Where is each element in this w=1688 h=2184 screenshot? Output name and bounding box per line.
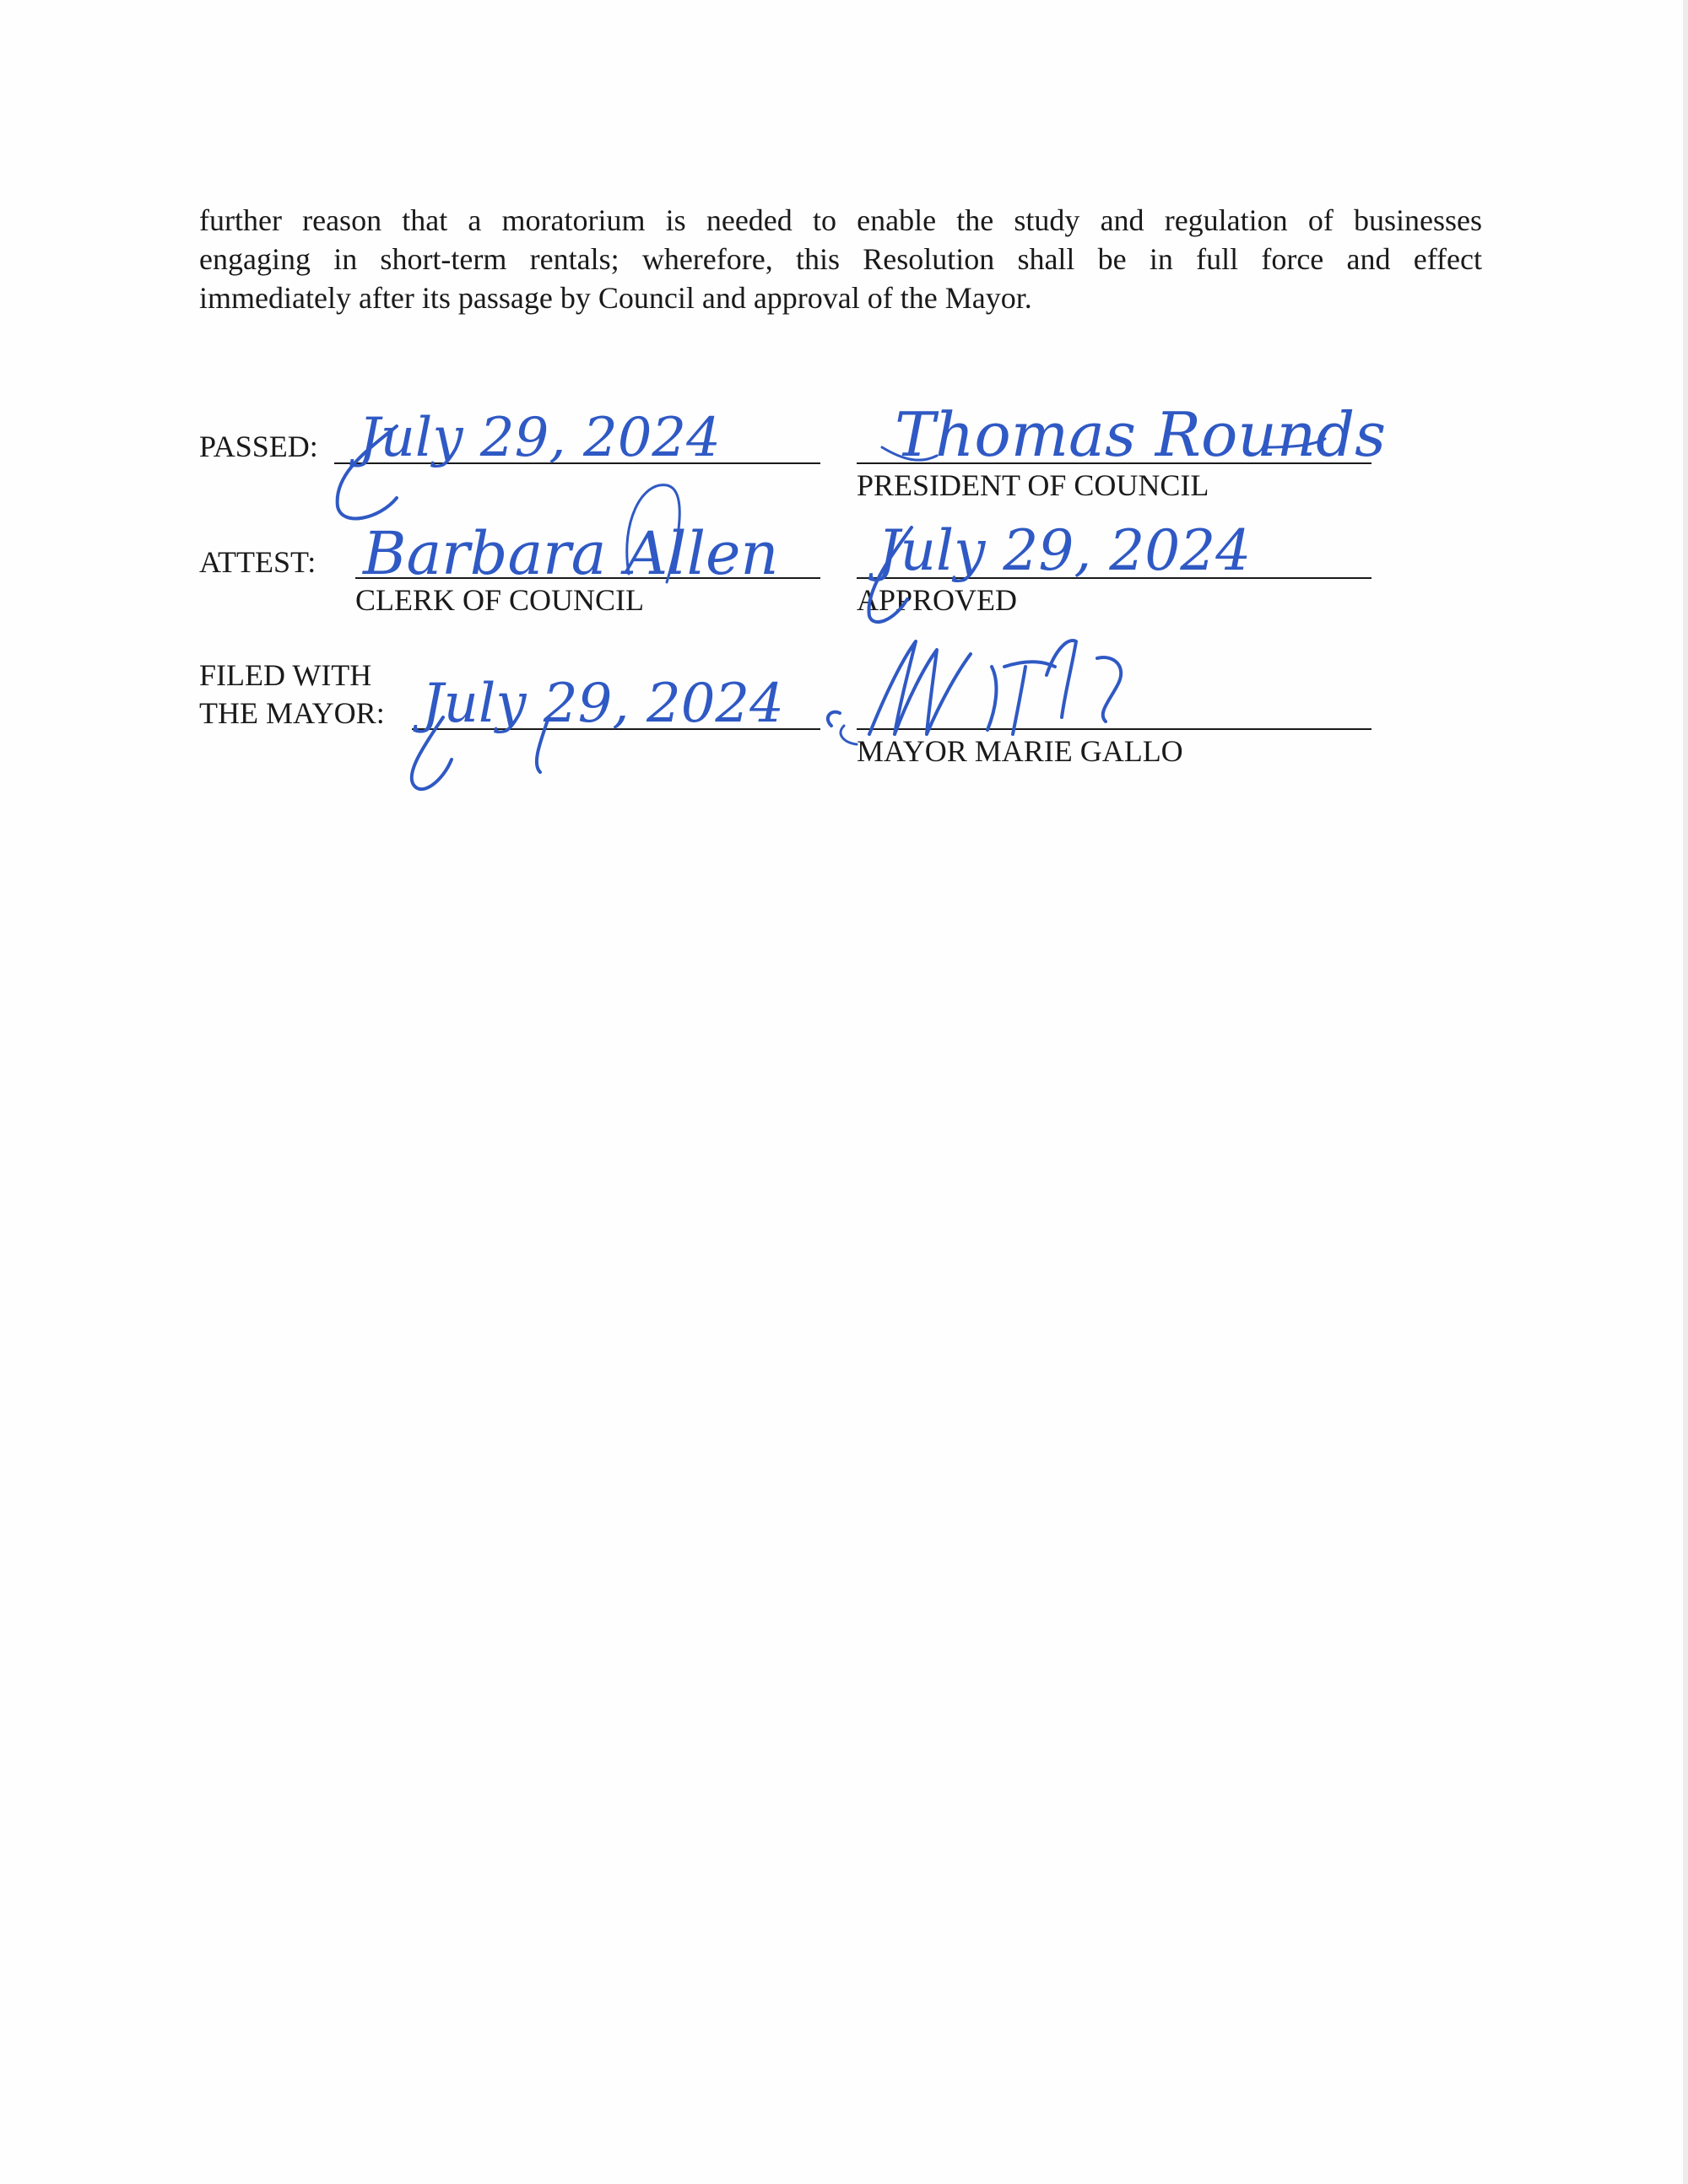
filed-date-handwriting: July 29, 2024 (422, 673, 784, 735)
clerk-signature-loop (627, 485, 679, 582)
mayor-signature-scribble (828, 641, 1121, 734)
president-signature-line (857, 462, 1372, 464)
clerk-signature-line (355, 577, 820, 579)
president-signature: Thomas Rounds (895, 399, 1387, 470)
filed-date-line (412, 728, 820, 730)
president-caption: PRESIDENT OF COUNCIL (857, 468, 1209, 502)
body-line-1: further reason that a moratorium is needed to enable the study and regulation of businesses (199, 203, 1482, 237)
page-edge (1683, 0, 1688, 2184)
the-mayor-label: THE MAYOR: (199, 696, 385, 730)
body-line-2: engaging in short-term rentals; wherefore, this Resolution shall be in full force and effect (199, 242, 1482, 276)
attest-label: ATTEST: (199, 545, 316, 579)
mayor-caption: MAYOR MARIE GALLO (857, 734, 1183, 768)
filed-with-label: FILED WITH (199, 658, 372, 692)
mayor-signature-line (857, 728, 1372, 730)
passed-signature-line (334, 462, 820, 464)
passed-label: PASSED: (199, 430, 318, 463)
president-signature-stroke (882, 439, 1325, 460)
passed-date-handwriting: July 29, 2024 (359, 407, 721, 469)
approved-date-handwriting: July 29, 2024 (878, 518, 1252, 583)
approved-date-line (857, 577, 1372, 579)
mayor-signature-underswoop (841, 726, 857, 744)
clerk-caption: CLERK OF COUNCIL (355, 583, 645, 617)
passed-date-flourish (338, 426, 397, 518)
body-paragraph (199, 201, 1482, 317)
clerk-signature: Barbara Allen (363, 519, 779, 588)
approved-caption: APPROVED (857, 583, 1018, 617)
body-line-3: immediately after its passage by Council and approval of the Mayor. (199, 281, 1032, 315)
